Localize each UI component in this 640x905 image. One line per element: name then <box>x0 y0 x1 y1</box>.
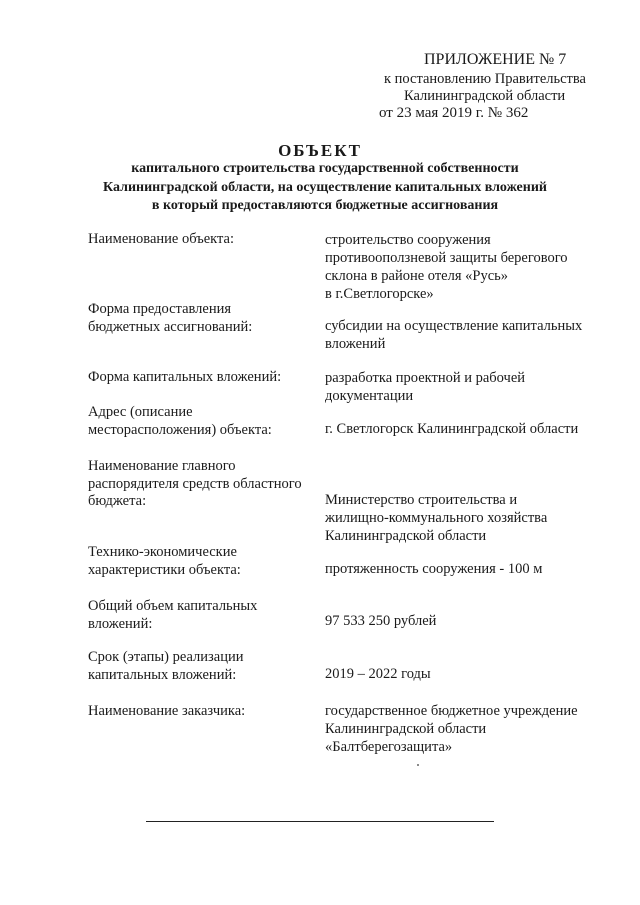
field-value-line: жилищно-коммунального хозяйства <box>325 510 548 526</box>
field-value <box>325 231 605 303</box>
field-label-line: Наименование объекта: <box>88 231 234 247</box>
subtitle-line: в который предоставляются бюджетные ассигнования <box>151 198 499 213</box>
document-title: ОБЪЕКТ <box>278 141 362 160</box>
field-label <box>88 544 308 579</box>
field-label-line: вложений: <box>88 615 153 632</box>
field-label-line: распорядителя средств областного <box>88 475 302 492</box>
field-value <box>325 665 605 683</box>
field-label <box>88 703 308 721</box>
field-value-line: склона в районе отеля «Русь» <box>325 268 508 284</box>
field-label-line: Адрес (описание <box>88 404 193 420</box>
field-label-line: Форма предоставления <box>88 301 232 317</box>
field-value-line: субсидии на осуществление капитальных <box>325 318 583 334</box>
field-value <box>325 369 605 405</box>
document-subtitle <box>90 160 560 216</box>
field-label-line: бюджетных ассигнований: <box>88 318 253 335</box>
field-value-line: г. Светлогорск Калининградской области <box>325 421 579 437</box>
subtitle-line: Калининградской области, на осуществление капитальных вложений <box>103 179 547 195</box>
appendix-title: ПРИЛОЖЕНИЕ № 7 <box>424 51 567 68</box>
field-value <box>325 491 605 545</box>
field-value-line: разработка проектной и рабочей <box>325 370 526 386</box>
field-label <box>88 231 308 249</box>
field-label <box>88 458 308 511</box>
field-value-line: в г.Светлогорске» <box>325 286 434 302</box>
field-label <box>88 369 308 387</box>
field-label-line: Форма капитальных вложений: <box>88 369 282 385</box>
field-value <box>325 612 605 630</box>
appendix-resolution-line: к постановлению Правительства <box>384 71 586 87</box>
field-value-line: 97 533 250 рублей <box>325 613 437 629</box>
field-value-line: Министерство строительства и <box>325 492 518 508</box>
field-label <box>88 598 308 633</box>
field-value-line: документации <box>325 388 414 404</box>
field-value-line: строительство сооружения <box>325 232 491 248</box>
field-label-line: Срок (этапы) реализации <box>88 649 244 665</box>
end-divider-line <box>146 821 494 822</box>
field-value-line: Калининградской области <box>325 528 487 544</box>
field-label-line: бюджета: <box>88 493 147 509</box>
field-label <box>88 404 308 439</box>
field-value-line: «Балтберегозащита» <box>325 739 453 755</box>
field-value-line: Калининградской области <box>325 721 487 737</box>
field-value-line: вложений <box>325 336 386 352</box>
field-label-line: Наименование главного <box>88 458 236 474</box>
field-value <box>325 560 605 578</box>
field-label-line: Технико-экономические <box>88 544 237 560</box>
field-label-line: капитальных вложений: <box>88 666 237 683</box>
field-value <box>325 702 605 756</box>
field-value-line: противооползневой защиты берегового <box>325 250 568 266</box>
field-value <box>325 420 605 438</box>
scan-speck <box>417 764 419 766</box>
appendix-region-line: Калининградской области <box>404 88 566 104</box>
appendix-date-number-line: от 23 мая 2019 г. № 362 <box>379 105 529 121</box>
subtitle-line: капитального строительства государственной собственности <box>131 161 519 176</box>
field-label-line: месторасположения) объекта: <box>88 421 272 438</box>
field-label-line: характеристики объекта: <box>88 561 241 578</box>
field-value-line: 2019 – 2022 годы <box>325 666 431 682</box>
field-value-line: государственное бюджетное учреждение <box>325 703 578 719</box>
field-label-line: Общий объем капитальных <box>88 598 258 614</box>
field-label-line: Наименование заказчика: <box>88 703 246 719</box>
field-value <box>325 317 605 353</box>
field-label <box>88 649 308 684</box>
field-value-line: протяженность сооружения - 100 м <box>325 561 543 577</box>
field-label <box>88 301 308 336</box>
